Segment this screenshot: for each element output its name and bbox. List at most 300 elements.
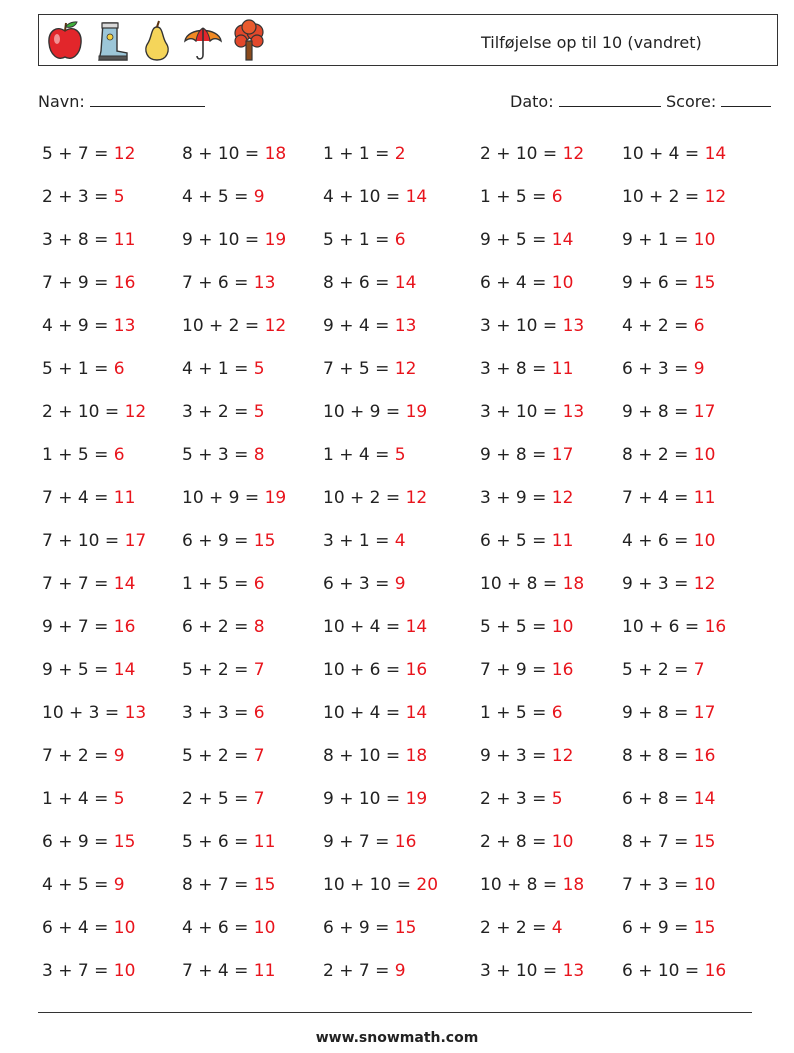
problem-answer: 10 [253, 918, 276, 938]
problem-answer: 16 [693, 746, 716, 766]
problem-answer: 14 [693, 789, 716, 809]
problem-expression: 3 + 10 = [480, 402, 563, 422]
problem-expression: 2 + 10 = [42, 402, 125, 422]
problem-item [622, 789, 715, 809]
problem-expression: 1 + 4 = [42, 789, 114, 809]
problem-expression: 4 + 9 = [42, 316, 114, 336]
problem-item [323, 832, 416, 852]
problem-answer: 6 [253, 703, 265, 723]
problem-expression: 7 + 7 = [42, 574, 114, 594]
problem-answer: 15 [394, 918, 417, 938]
problem-answer: 5 [113, 789, 125, 809]
problem-expression: 9 + 5 = [42, 660, 114, 680]
problem-expression: 1 + 5 = [480, 187, 552, 207]
worksheet-title: Tilføjelse op til 10 (vandret) [481, 33, 702, 52]
score-field[interactable] [666, 92, 771, 111]
problem-answer: 10 [693, 445, 716, 465]
problem-item [480, 359, 573, 379]
problem-expression: 4 + 5 = [42, 875, 114, 895]
problem-answer: 19 [264, 230, 287, 250]
problem-answer: 12 [704, 187, 727, 207]
problem-expression: 9 + 5 = [480, 230, 552, 250]
problem-answer: 6 [551, 703, 563, 723]
problem-answer: 9 [253, 187, 265, 207]
problem-answer: 16 [704, 617, 727, 637]
problem-item [622, 144, 726, 164]
problem-expression: 10 + 9 = [182, 488, 265, 508]
problem-answer: 18 [405, 746, 428, 766]
problem-expression: 10 + 10 = [323, 875, 417, 895]
problem-expression: 2 + 3 = [480, 789, 552, 809]
problem-item [182, 531, 275, 551]
problem-answer: 12 [394, 359, 417, 379]
problem-item [42, 445, 125, 465]
problem-item [622, 230, 715, 250]
problem-expression: 2 + 10 = [480, 144, 563, 164]
problem-expression: 5 + 6 = [182, 832, 254, 852]
problem-item [42, 316, 135, 336]
problem-answer: 10 [551, 617, 574, 637]
problem-answer: 9 [113, 875, 125, 895]
problem-expression: 7 + 5 = [323, 359, 395, 379]
problem-expression: 8 + 7 = [622, 832, 694, 852]
score-label: Score: [666, 92, 717, 111]
problem-item [42, 703, 146, 723]
problem-expression: 4 + 6 = [622, 531, 694, 551]
problem-expression: 9 + 10 = [182, 230, 265, 250]
problem-item [480, 703, 563, 723]
problem-answer: 13 [394, 316, 417, 336]
problem-expression: 6 + 10 = [622, 961, 705, 981]
problem-expression: 9 + 1 = [622, 230, 694, 250]
problem-item [622, 316, 705, 336]
problem-expression: 5 + 2 = [182, 660, 254, 680]
problem-expression: 7 + 6 = [182, 273, 254, 293]
problem-answer: 11 [693, 488, 716, 508]
problem-item [42, 273, 135, 293]
problem-item [323, 660, 427, 680]
problem-answer: 10 [693, 531, 716, 551]
problem-answer: 16 [113, 617, 136, 637]
problem-answer: 2 [394, 144, 406, 164]
problem-expression: 2 + 2 = [480, 918, 552, 938]
problem-answer: 11 [253, 832, 276, 852]
problem-answer: 17 [551, 445, 574, 465]
problem-item [42, 832, 135, 852]
problem-item [323, 488, 427, 508]
problem-item [480, 617, 573, 637]
problem-expression: 8 + 6 = [323, 273, 395, 293]
problem-answer: 16 [113, 273, 136, 293]
problem-expression: 10 + 4 = [323, 617, 406, 637]
problem-expression: 6 + 5 = [480, 531, 552, 551]
problem-expression: 7 + 4 = [42, 488, 114, 508]
problem-answer: 13 [113, 316, 136, 336]
problem-expression: 5 + 2 = [622, 660, 694, 680]
problem-item [182, 918, 275, 938]
date-line [559, 92, 661, 107]
problem-answer: 15 [113, 832, 136, 852]
problem-answer: 11 [113, 230, 136, 250]
problem-item [182, 832, 275, 852]
date-field[interactable] [510, 92, 661, 111]
problem-answer: 14 [551, 230, 574, 250]
problem-expression: 3 + 8 = [42, 230, 114, 250]
problem-expression: 6 + 9 = [622, 918, 694, 938]
problem-item [622, 703, 715, 723]
problem-expression: 5 + 5 = [480, 617, 552, 637]
problem-expression: 6 + 3 = [323, 574, 395, 594]
problem-item [622, 273, 715, 293]
problem-item [323, 445, 406, 465]
problem-item [480, 789, 563, 809]
problem-expression: 3 + 9 = [480, 488, 552, 508]
problem-answer: 15 [693, 832, 716, 852]
problem-expression: 8 + 7 = [182, 875, 254, 895]
problem-item [622, 402, 715, 422]
problem-answer: 9 [113, 746, 125, 766]
problem-answer: 14 [405, 703, 428, 723]
problem-item [42, 875, 125, 895]
problem-expression: 8 + 2 = [622, 445, 694, 465]
problem-item [42, 746, 125, 766]
problem-answer: 18 [562, 574, 585, 594]
problem-expression: 10 + 2 = [323, 488, 406, 508]
problem-item [42, 574, 135, 594]
problem-answer: 6 [693, 316, 705, 336]
problem-item [480, 531, 573, 551]
problem-answer: 15 [693, 273, 716, 293]
problem-item [182, 574, 265, 594]
problem-item [323, 574, 406, 594]
problem-item [622, 359, 705, 379]
problem-expression: 3 + 2 = [182, 402, 254, 422]
problem-item [42, 187, 125, 207]
problem-expression: 10 + 6 = [323, 660, 406, 680]
problem-item [182, 445, 265, 465]
problem-answer: 9 [394, 961, 406, 981]
problem-expression: 3 + 3 = [182, 703, 254, 723]
rain-boot-icon [91, 19, 131, 63]
problem-expression: 2 + 7 = [323, 961, 395, 981]
problem-answer: 5 [551, 789, 563, 809]
problem-item [480, 230, 573, 250]
problem-item [323, 402, 427, 422]
problem-item [622, 488, 715, 508]
problem-answer: 14 [394, 273, 417, 293]
problem-item [480, 316, 584, 336]
problem-answer: 16 [551, 660, 574, 680]
problem-answer: 7 [253, 746, 265, 766]
problem-item [323, 531, 406, 551]
problem-expression: 9 + 3 = [622, 574, 694, 594]
problem-item [480, 875, 584, 895]
problem-item [323, 746, 427, 766]
problem-answer: 5 [253, 402, 265, 422]
problem-item [622, 445, 715, 465]
problem-answer: 6 [253, 574, 265, 594]
problem-expression: 10 + 3 = [42, 703, 125, 723]
problem-expression: 9 + 6 = [622, 273, 694, 293]
problem-answer: 10 [113, 918, 136, 938]
problem-item [323, 230, 406, 250]
problem-answer: 7 [253, 660, 265, 680]
problem-expression: 2 + 5 = [182, 789, 254, 809]
problem-item [480, 746, 573, 766]
problem-item [323, 789, 427, 809]
problem-expression: 4 + 5 = [182, 187, 254, 207]
problem-answer: 15 [253, 875, 276, 895]
problem-item [480, 144, 584, 164]
problem-expression: 1 + 1 = [323, 144, 395, 164]
problem-item [42, 144, 135, 164]
problem-answer: 10 [113, 961, 136, 981]
problem-expression: 7 + 4 = [182, 961, 254, 981]
problem-item [480, 273, 573, 293]
problem-answer: 9 [394, 574, 406, 594]
problem-expression: 5 + 3 = [182, 445, 254, 465]
problem-answer: 12 [124, 402, 147, 422]
problem-answer: 13 [562, 961, 585, 981]
problem-item [622, 187, 726, 207]
problem-answer: 14 [405, 617, 428, 637]
problem-expression: 6 + 3 = [622, 359, 694, 379]
problem-answer: 19 [405, 402, 428, 422]
autumn-tree-icon [229, 19, 269, 63]
problem-expression: 6 + 9 = [323, 918, 395, 938]
problem-answer: 18 [264, 144, 287, 164]
problem-answer: 14 [405, 187, 428, 207]
problem-item [622, 531, 715, 551]
problem-answer: 16 [704, 961, 727, 981]
problem-answer: 4 [394, 531, 406, 551]
problem-expression: 9 + 10 = [323, 789, 406, 809]
footer-divider [38, 1012, 752, 1013]
problem-expression: 1 + 4 = [323, 445, 395, 465]
header-box [38, 14, 778, 66]
problem-answer: 10 [551, 273, 574, 293]
problem-answer: 13 [562, 402, 585, 422]
problem-answer: 5 [113, 187, 125, 207]
problem-expression: 3 + 10 = [480, 316, 563, 336]
problem-answer: 7 [693, 660, 705, 680]
problem-item [480, 402, 584, 422]
problem-item [182, 230, 286, 250]
problem-expression: 7 + 9 = [480, 660, 552, 680]
problem-item [323, 875, 438, 895]
problem-expression: 2 + 3 = [42, 187, 114, 207]
score-line [721, 92, 771, 107]
problem-item [323, 617, 427, 637]
problem-expression: 8 + 10 = [182, 144, 265, 164]
problem-item [622, 832, 715, 852]
problem-expression: 3 + 10 = [480, 961, 563, 981]
problem-answer: 14 [113, 660, 136, 680]
pear-icon [137, 19, 177, 63]
problem-item [323, 961, 406, 981]
problem-expression: 6 + 4 = [42, 918, 114, 938]
problem-answer: 17 [693, 402, 716, 422]
problem-item [480, 488, 573, 508]
footer-url: www.snowmath.com [315, 1030, 479, 1046]
problem-item [622, 617, 726, 637]
problem-item [622, 961, 726, 981]
problem-answer: 14 [113, 574, 136, 594]
problem-expression: 3 + 8 = [480, 359, 552, 379]
problem-expression: 10 + 2 = [182, 316, 265, 336]
problem-item [622, 918, 715, 938]
problem-item [622, 574, 715, 594]
problem-answer: 6 [113, 359, 125, 379]
problem-expression: 6 + 2 = [182, 617, 254, 637]
problem-item [182, 875, 275, 895]
problem-item [480, 961, 584, 981]
problem-expression: 5 + 1 = [323, 230, 395, 250]
problem-item [42, 488, 135, 508]
problem-item [622, 660, 705, 680]
problem-expression: 9 + 4 = [323, 316, 395, 336]
problem-expression: 6 + 8 = [622, 789, 694, 809]
problem-item [42, 660, 135, 680]
problem-answer: 8 [253, 617, 265, 637]
problem-item [182, 789, 265, 809]
problem-answer: 15 [253, 531, 276, 551]
problem-expression: 10 + 2 = [622, 187, 705, 207]
problem-item [182, 660, 265, 680]
problem-answer: 10 [551, 832, 574, 852]
problem-expression: 5 + 1 = [42, 359, 114, 379]
problem-item [323, 359, 416, 379]
problem-answer: 17 [124, 531, 147, 551]
problem-item [323, 187, 427, 207]
problem-item [323, 703, 427, 723]
problem-expression: 6 + 9 = [42, 832, 114, 852]
problem-item [323, 316, 416, 336]
problem-expression: 10 + 8 = [480, 574, 563, 594]
problem-answer: 18 [562, 875, 585, 895]
problem-item [182, 488, 286, 508]
problem-answer: 5 [394, 445, 406, 465]
problem-expression: 6 + 4 = [480, 273, 552, 293]
problem-answer: 11 [253, 961, 276, 981]
problem-expression: 4 + 2 = [622, 316, 694, 336]
problem-item [622, 746, 715, 766]
problem-expression: 9 + 8 = [480, 445, 552, 465]
problem-expression: 9 + 7 = [42, 617, 114, 637]
problem-expression: 5 + 7 = [42, 144, 114, 164]
problem-answer: 12 [693, 574, 716, 594]
problem-expression: 3 + 1 = [323, 531, 395, 551]
problem-answer: 8 [253, 445, 265, 465]
problem-answer: 16 [405, 660, 428, 680]
problem-item [480, 660, 573, 680]
problem-expression: 4 + 6 = [182, 918, 254, 938]
problem-item [182, 617, 265, 637]
problem-item [42, 617, 135, 637]
problem-expression: 10 + 8 = [480, 875, 563, 895]
problem-answer: 13 [253, 273, 276, 293]
problem-answer: 19 [405, 789, 428, 809]
problem-item [182, 273, 275, 293]
problem-expression: 7 + 4 = [622, 488, 694, 508]
problem-answer: 10 [693, 230, 716, 250]
problem-answer: 19 [264, 488, 287, 508]
problem-answer: 7 [253, 789, 265, 809]
problem-expression: 9 + 7 = [323, 832, 395, 852]
problem-expression: 7 + 3 = [622, 875, 694, 895]
problem-expression: 8 + 8 = [622, 746, 694, 766]
problem-item [323, 144, 406, 164]
problem-item [182, 746, 265, 766]
problem-expression: 2 + 8 = [480, 832, 552, 852]
icon-strip [45, 19, 269, 63]
problem-expression: 1 + 5 = [480, 703, 552, 723]
problem-item [323, 273, 416, 293]
problem-answer: 9 [693, 359, 705, 379]
problem-answer: 12 [562, 144, 585, 164]
problem-answer: 10 [693, 875, 716, 895]
problem-item [480, 445, 573, 465]
problem-expression: 6 + 9 = [182, 531, 254, 551]
problem-item [42, 230, 135, 250]
problem-expression: 10 + 9 = [323, 402, 406, 422]
problem-item [42, 531, 146, 551]
problem-item [42, 789, 125, 809]
problem-answer: 16 [394, 832, 417, 852]
problem-item [480, 918, 563, 938]
problem-answer: 12 [551, 746, 574, 766]
problem-answer: 12 [113, 144, 136, 164]
problem-answer: 11 [113, 488, 136, 508]
problem-expression: 9 + 3 = [480, 746, 552, 766]
problem-item [42, 961, 135, 981]
apple-icon [45, 19, 85, 63]
problem-item [42, 402, 146, 422]
problem-answer: 12 [405, 488, 428, 508]
problem-item [480, 832, 573, 852]
problem-expression: 9 + 8 = [622, 703, 694, 723]
name-field[interactable] [38, 92, 205, 111]
problem-answer: 13 [562, 316, 585, 336]
problem-expression: 8 + 10 = [323, 746, 406, 766]
problem-item [182, 703, 265, 723]
problem-answer: 12 [264, 316, 287, 336]
problem-expression: 9 + 8 = [622, 402, 694, 422]
problem-item [182, 316, 286, 336]
problem-answer: 14 [704, 144, 727, 164]
problem-expression: 4 + 1 = [182, 359, 254, 379]
problem-answer: 5 [253, 359, 265, 379]
problem-item [42, 359, 125, 379]
problem-answer: 15 [693, 918, 716, 938]
problem-answer: 17 [693, 703, 716, 723]
problem-item [480, 187, 563, 207]
umbrella-icon [183, 19, 223, 63]
problem-item [323, 918, 416, 938]
problem-item [42, 918, 135, 938]
problem-answer: 6 [113, 445, 125, 465]
date-label: Dato: [510, 92, 554, 111]
problem-item [182, 359, 265, 379]
problem-item [480, 574, 584, 594]
problem-answer: 12 [551, 488, 574, 508]
problem-expression: 5 + 2 = [182, 746, 254, 766]
problem-expression: 7 + 10 = [42, 531, 125, 551]
problem-expression: 1 + 5 = [182, 574, 254, 594]
problem-expression: 10 + 6 = [622, 617, 705, 637]
problem-answer: 20 [416, 875, 439, 895]
problem-answer: 4 [551, 918, 563, 938]
